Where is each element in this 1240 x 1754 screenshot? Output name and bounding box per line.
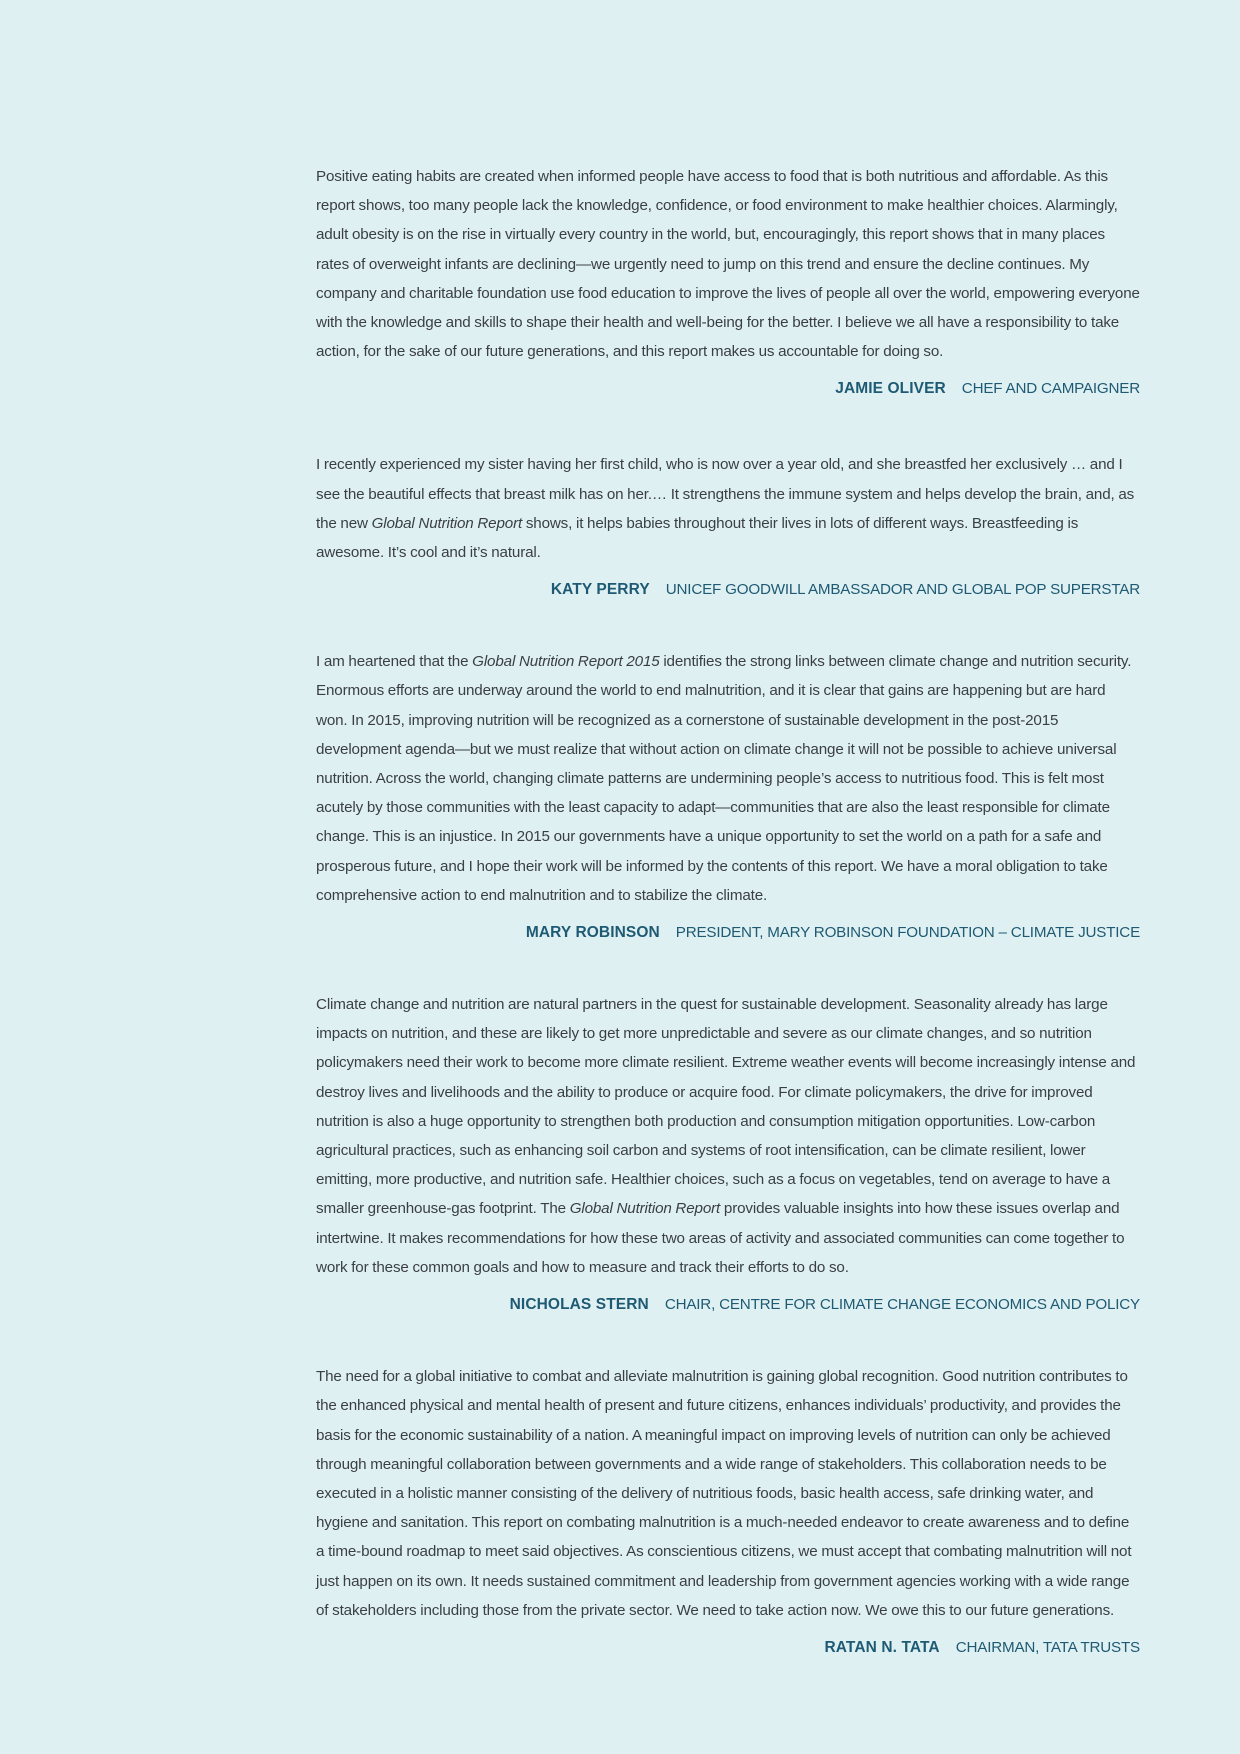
quote-nicholas-stern [316, 990, 1140, 1317]
author-role: CHAIRMAN, TATA TRUSTS [955, 1638, 1140, 1656]
testimonials-page [316, 162, 1140, 1660]
attribution [316, 1293, 1140, 1317]
report-title: Global Nutrition Report [569, 1200, 721, 1218]
quote-katy-perry [316, 450, 1140, 602]
quote-text: I am heartened that the Global Nutrition Report 2015 identifies the strong links between climate change and nutrition security. Enormous efforts are underway around the world to end malnutrition, and it is clear that gains are happening but are hard won. In 2015, improving nutrition will be recognized as a cornerstone of sustainable development in the post-2015 development agenda—but we must realize that without action on climate change it will not be possible to achieve universal nutrition. Across the world, changing climate patterns are undermining people’s access to nutritious food. This is felt most acutely by those communities with the least capacity to adapt—communities that are also the least responsible for climate change. This is an injustice. In 2015 our governments have a unique opportunity to set the world on a path for a safe and prosperous future, and I hope their work will be informed by the contents of this report. We have a moral obligation to take comprehensive action to end malnutrition and to stabilize the climate. [316, 653, 1132, 904]
quote-jamie-oliver [316, 162, 1140, 401]
quote-text: The need for a global initiative to combat and alleviate malnutrition is gaining global recognition. Good nutrition contributes to the enhanced physical and mental health of present and future citizens, enhances individuals’ productivity, and provides the basis for the economic sustainability of a nation. A meaningful impact on improving levels of nutrition can only be achieved through meaningful collaboration between governments and a wide range of stakeholders. This collaboration needs to be executed in a holistic manner consisting of the delivery of nutritious foods, basic health access, safe drinking water, and hygiene and sanitation. This report on combating malnutrition is a much-needed endeavor to create awareness and to define a time-bound roadmap to meet said objectives. As conscientious citizens, we must accept that combating malnutrition will not just happen on its own. It needs sustained commitment and leadership from government agencies working with a wide range of stakeholders including those from the private sector. We need to take action now. We owe this to our future generations. [316, 1368, 1132, 1619]
attribution [316, 578, 1140, 602]
quote-mary-robinson [316, 647, 1140, 945]
attribution [316, 921, 1140, 945]
attribution [316, 377, 1140, 401]
author-role: CHAIR, CENTRE FOR CLIMATE CHANGE ECONOMICS AND POLICY [664, 1296, 1140, 1314]
quote-text: Climate change and nutrition are natural partners in the quest for sustainable development. Seasonality already has large impacts on nutrition, and these are likely to get more unpredictable and severe as our climate changes, and so nutrition policymakers need their work to become more climate resilient. Extreme weather events will become increasingly intense and destroy lives and livelihoods and the ability to produce or acquire food. For climate policymakers, the drive for improved nutrition is also a huge opportunity to strengthen both production and consumption mitigation opportunities. Low-carbon agricultural practices, such as enhancing soil carbon and systems of root intensification, can be climate resilient, lower emitting, more productive, and nutrition safe. Healthier choices, such as a focus on vegetables, tend on average to have a smaller greenhouse-gas footprint. The Global Nutrition Report provides valuable insights into how these issues overlap and intertwine. It makes recommendations for how these two areas of activity and associated communities can come together to work for these common goals and how to measure and track their efforts to do so. [316, 996, 1136, 1276]
report-title: Global Nutrition Report 2015 [472, 653, 660, 671]
quote-text: I recently experienced my sister having her first child, who is now over a year old, and she breastfed her exclusively … and I see the beautiful effects that breast milk has on her.… It strengthens the immune system and helps develop the brain, and, as the new Global Nutrition Report shows, it helps babies throughout their lives in lots of different ways. Breastfeeding is awesome. It’s cool and it’s natural. [316, 456, 1135, 562]
author-name: MARY ROBINSON [525, 924, 660, 942]
quote-ratan-tata [316, 1362, 1140, 1660]
attribution [316, 1636, 1140, 1660]
author-name: NICHOLAS STERN [509, 1296, 649, 1314]
report-title: Global Nutrition Report [371, 514, 523, 532]
author-role: CHEF AND CAMPAIGNER [961, 380, 1140, 398]
author-name: JAMIE OLIVER [835, 380, 946, 398]
author-role: PRESIDENT, MARY ROBINSON FOUNDATION – CLIMATE JUSTICE [675, 924, 1140, 942]
author-role: UNICEF GOODWILL AMBASSADOR AND GLOBAL POP SUPERSTAR [665, 581, 1140, 599]
author-name: RATAN N. TATA [824, 1638, 940, 1656]
author-name: KATY PERRY [550, 581, 650, 599]
quote-text: Positive eating habits are created when informed people have access to food that is both nutritious and affordable. As this report shows, too many people lack the knowledge, confidence, or food environment to make healthier choices. Alarmingly, adult obesity is on the rise in virtually every country in the world, but, encouragingly, this report shows that in many places rates of overweight infants are declining—we urgently need to jump on this trend and ensure the decline continues. My company and charitable foundation use food education to improve the lives of people all over the world, empowering everyone with the knowledge and skills to shape their health and well-being for the better. I believe we all have a responsibility to take action, for the sake of our future generations, and this report makes us accountable for doing so. [316, 168, 1140, 361]
